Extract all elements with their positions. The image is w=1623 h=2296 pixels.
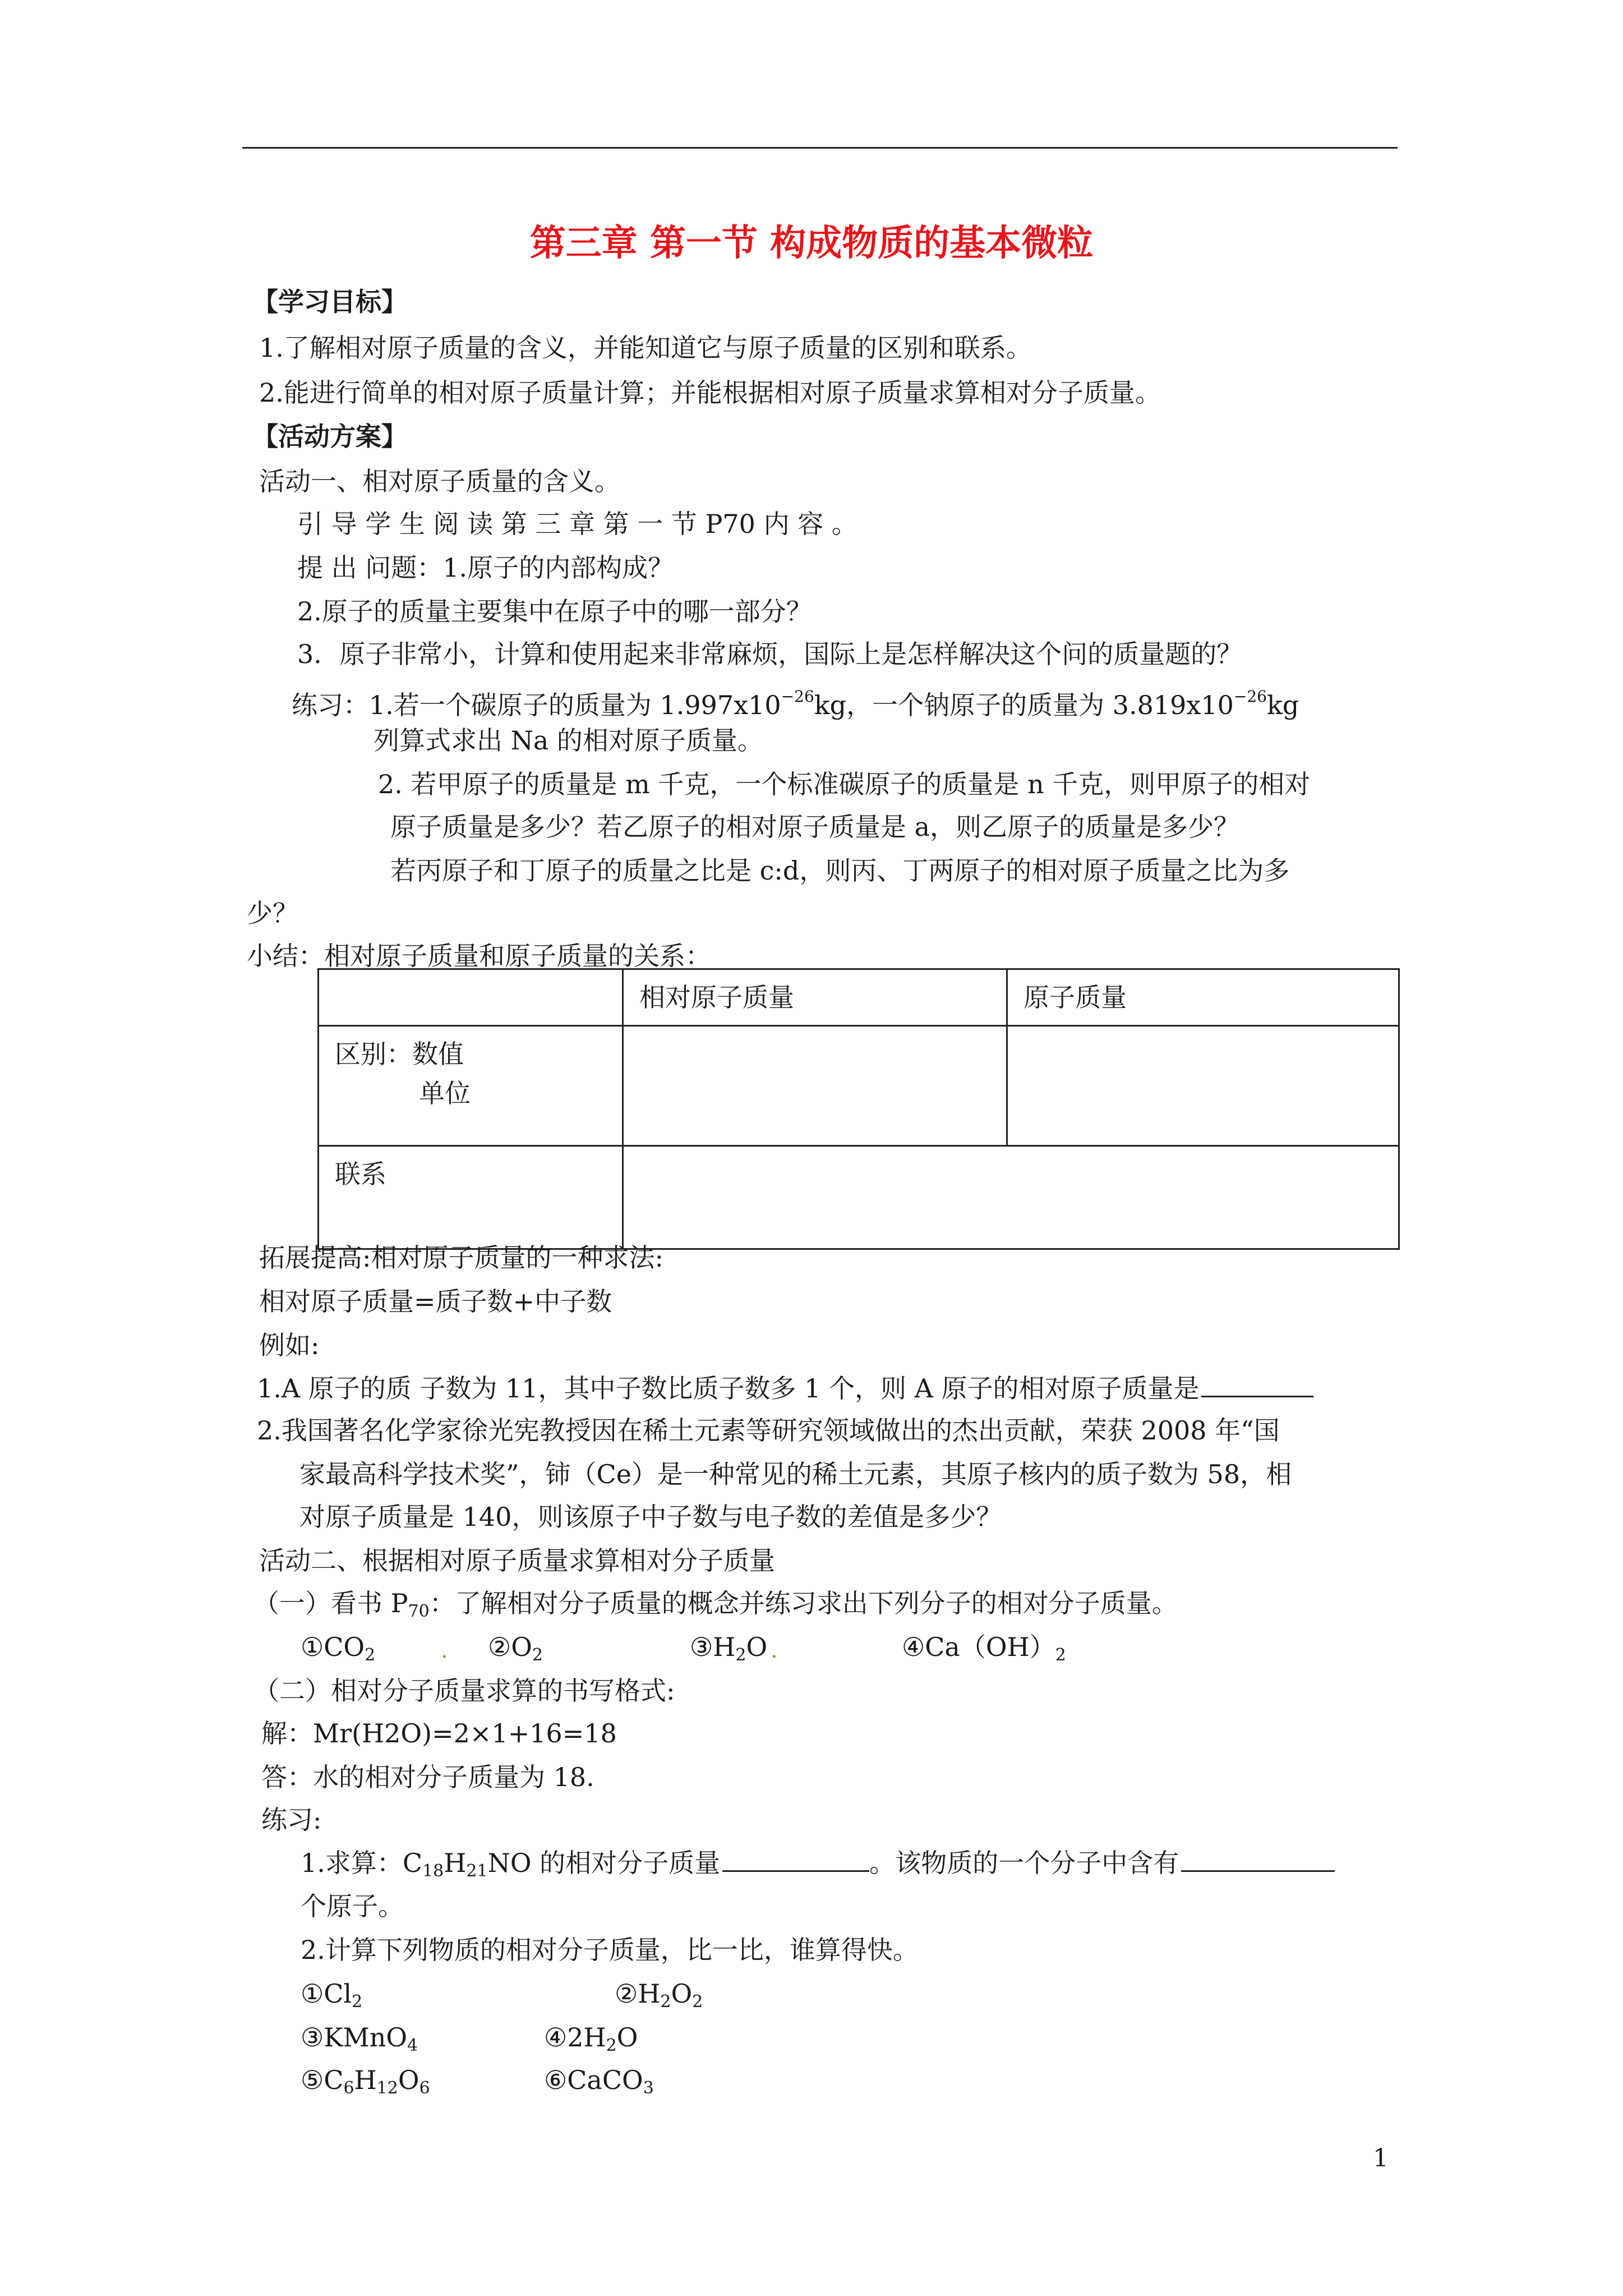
exercise-2-line1: 2. 若甲原子的质量是 m 千克，一个标准碳原子的质量是 n 千克，则甲原子的相对: [378, 769, 1311, 799]
molecule-3: $③H_2O$: [690, 1632, 768, 1665]
table-header-atomic-mass: 原子质量: [1007, 969, 1399, 1026]
summary-label: 小结：相对原子质量和原子质量的关系：: [247, 941, 711, 971]
molecule-4: $④Ca(OH)_2$: [902, 1632, 1066, 1665]
answer-blank[interactable]: [722, 1846, 869, 1872]
extend-example-2-line1: 2.我国著名化学家徐光宪教授因在稀土元素等研究领域做出的杰出贡献，荣获 2008 年“国: [257, 1415, 1280, 1446]
plan-heading: 【活动方案】: [252, 421, 407, 452]
exercise-2-line3: 若丙原子和丁原子的质量之比是 c:d，则丙、丁两原子的相对原子质量之比为多: [390, 855, 1290, 886]
extend-example-2-line2: 家最高科学技术奖”，铈（Ce）是一种常见的稀土元素，其原子核内的质子数为 58，相: [299, 1459, 1292, 1489]
formula-5: $⑤C_6H_{12}O_6$: [301, 2065, 430, 2098]
goal-item-1: 1.了解相对原子质量的含义，并能知道它与原子质量的区别和联系。: [259, 333, 1032, 363]
practice-heading: 练习:: [261, 1805, 322, 1835]
practice-1: 1.求算：$C_{18}H_{21}NO$ 的相对分子质量 。该物质的一个分子中含有: [301, 1846, 1335, 1888]
goal-item-2: 2.能进行简单的相对原子质量计算；并能根据相对原子质量求算相对分子质量。: [259, 378, 1161, 408]
exercise-2-line2: 原子质量是多少？若乙原子的相对原子质量是 a，则乙原子的质量是多少？: [390, 812, 1240, 842]
formula-4: $④2H_2O$: [544, 2022, 638, 2055]
table-row-difference: 区别：数值 单位: [319, 1026, 623, 1146]
exercise-1-line2: 列算式求出 Na 的相对原子质量。: [374, 725, 763, 756]
header-rule: [242, 147, 1398, 149]
extend-line1: 拓展提高:相对原子质量的一种求法:: [259, 1243, 663, 1273]
question-1: 提 出 问题：1.原子的内部构成？: [297, 553, 674, 583]
answer-blank[interactable]: [1201, 1371, 1313, 1397]
answer-blank[interactable]: [1181, 1846, 1335, 1872]
practice-2: 2.计算下列物质的相对分子质量，比一比，谁算得快。: [301, 1935, 919, 1965]
goals-heading: 【学习目标】: [252, 287, 407, 317]
extend-example-1: 1.A 原子的质 子数为 11，其中子数比质子数多 1 个，则 A 原子的相对原子质量是: [257, 1371, 1313, 1405]
question-3: 3．原子非常小，计算和使用起来非常麻烦，国际上是怎样解决这个问的质量题的？: [297, 639, 1243, 669]
page-title: 第三章 第一节 构成物质的基本微粒: [529, 223, 1094, 264]
mark-dot: .: [441, 1637, 448, 1663]
question-2: 2.原子的质量主要集中在原子中的哪一部分？: [297, 596, 812, 627]
exercise-1: 练习：1.若一个碳原子的质量为 $1.997x10^{-26}kg$，一个钠原子的质量为 $3.819x10^{-26}kg$: [292, 687, 1299, 720]
activity2-heading: 活动二、根据相对原子质量求算相对分子质量: [259, 1545, 775, 1576]
relation-table: [317, 968, 1400, 1250]
guide-text: 引 导 学 生 阅 读 第 三 章 第 一 节 P70 内 容 。: [297, 509, 857, 539]
activity2-part1: （一）看书 $P_{70}$：了解相对分子质量的概念并练习求出下列分子的相对分子质量。: [253, 1588, 1178, 1621]
activity2-part2: （二）相对分子质量求算的书写格式:: [253, 1676, 675, 1706]
formula-6: ⑥CaCO$_3$: [544, 2065, 654, 2098]
practice-1-line2: 个原子。: [301, 1891, 404, 1921]
table-corner: [319, 969, 623, 1026]
exercise-2-line4: 少？: [247, 898, 298, 928]
answer-line: 答：水的相对分子质量为 18.: [261, 1762, 594, 1792]
page-number: 1: [1373, 2144, 1389, 2173]
extend-line2: 相对原子质量=质子数+中子数: [259, 1286, 612, 1317]
mark-dot: .: [771, 1637, 778, 1663]
table-header-relative-mass: 相对原子质量: [623, 969, 1007, 1026]
extend-line3: 例如:: [259, 1330, 320, 1360]
table-row-connection: 联系: [319, 1146, 623, 1249]
molecule-2: $②O_2$: [488, 1632, 543, 1665]
formula-2: $②H_2O_2$: [615, 1978, 703, 2012]
table-cell-relative-diff: [623, 1026, 1007, 1146]
formula-3: ③KMnO$_4$: [301, 2022, 418, 2055]
formula-1: $①Cl_2$: [301, 1978, 363, 2012]
table-cell-connection: [623, 1146, 1399, 1249]
extend-example-2-line3: 对原子质量是 140，则该原子中子数与电子数的差值是多少？: [299, 1502, 1002, 1532]
activity1-heading: 活动一、相对原子质量的含义。: [259, 466, 620, 496]
solution-line: 解：Mr(H2O)=2×1+16=18: [261, 1718, 617, 1749]
molecule-1: $①CO_2$: [301, 1632, 376, 1665]
table-cell-atomic-diff: [1007, 1026, 1399, 1146]
